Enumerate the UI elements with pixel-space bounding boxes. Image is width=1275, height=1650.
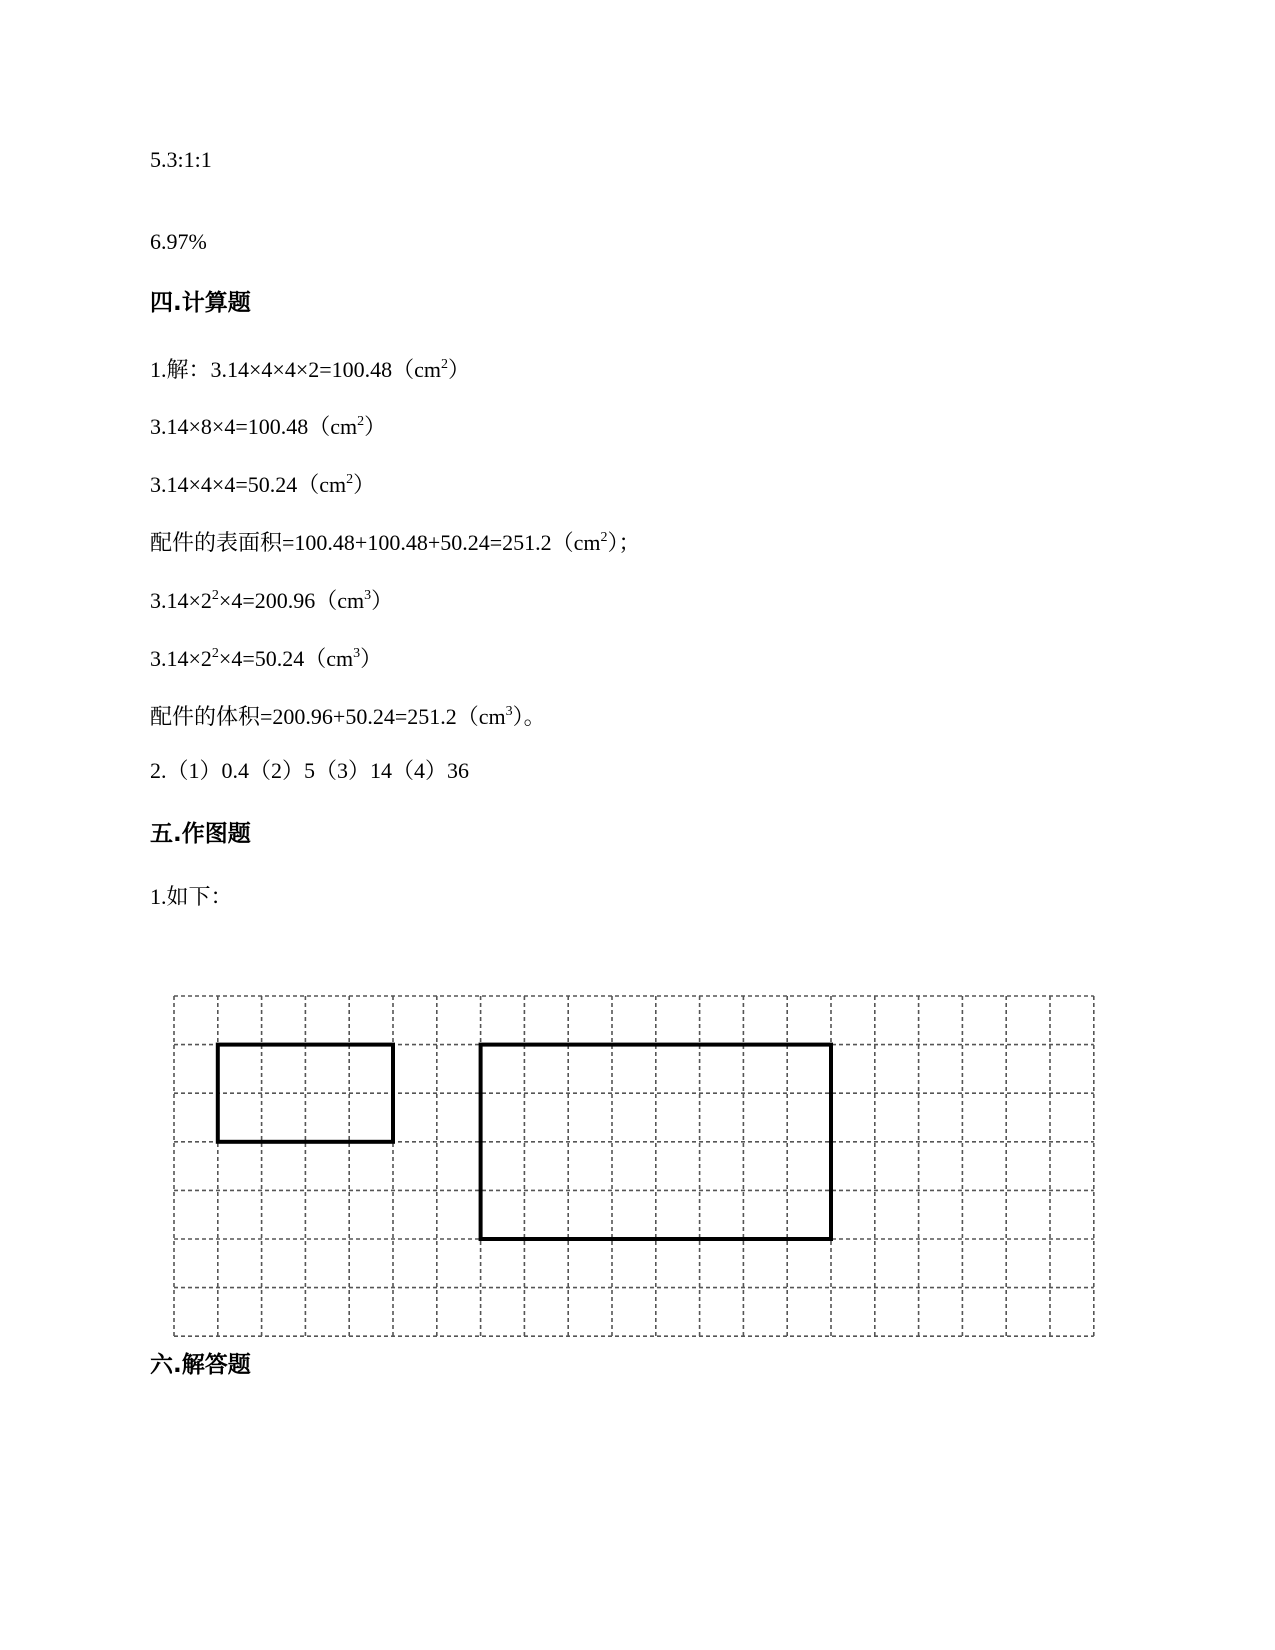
calc-line-4-text: 配件的表面积=100.48+100.48+50.24=251.2（cm — [150, 530, 601, 555]
calc-line-6-a: 3.14×2 — [150, 646, 212, 671]
calc-question-2: 2.（1）0.4（2）5（3）14（4）36 — [150, 758, 470, 783]
section-6-heading: 六.解答题 — [150, 1352, 251, 1378]
calc-line-5-b: ×4=200.96（cm — [218, 588, 365, 613]
answer-6: 6.97% — [150, 229, 207, 254]
calc-line-2-text: 3.14×8×4=100.48（cm — [150, 414, 358, 439]
section-4-heading: 四.计算题 — [150, 290, 251, 316]
calc-line-2-close: ） — [364, 414, 387, 439]
calc-line-3-exponent: 2 — [346, 472, 354, 487]
answer-5: 5.3:1:1 — [150, 147, 212, 172]
section-5-heading: 五.作图题 — [150, 821, 251, 847]
calc-line-3-close: ） — [353, 472, 376, 497]
calc-line-4-exponent: 2 — [600, 530, 608, 545]
drawing-question-1: 1.如下： — [150, 884, 233, 909]
calc-line-5-exponent-2: 3 — [364, 588, 372, 603]
calc-line-6-b: ×4=50.24（cm — [218, 646, 354, 671]
calc-line-1-exponent: 2 — [441, 357, 449, 372]
calc-line-3-text: 3.14×4×4=50.24（cm — [150, 472, 347, 497]
calc-line-7-exponent: 3 — [505, 704, 513, 719]
calc-line-5-a: 3.14×2 — [150, 588, 212, 613]
calc-line-6-c: ） — [360, 646, 383, 671]
calc-line-1-text: 1.解：3.14×4×4×2=100.48（cm — [150, 357, 442, 382]
calc-line-1-close: ） — [448, 357, 471, 382]
calc-line-2-exponent: 2 — [357, 414, 365, 429]
calc-line-5-exponent-1: 2 — [211, 588, 219, 603]
calc-line-7-text: 配件的体积=200.96+50.24=251.2（cm — [150, 704, 506, 729]
calc-line-6-exponent-1: 2 — [211, 646, 219, 661]
calc-line-4-close: ）； — [607, 530, 641, 555]
calc-line-6-exponent-2: 3 — [353, 646, 361, 661]
calc-line-7-close: ）。 — [512, 704, 546, 729]
calc-line-5-c: ） — [371, 588, 394, 613]
